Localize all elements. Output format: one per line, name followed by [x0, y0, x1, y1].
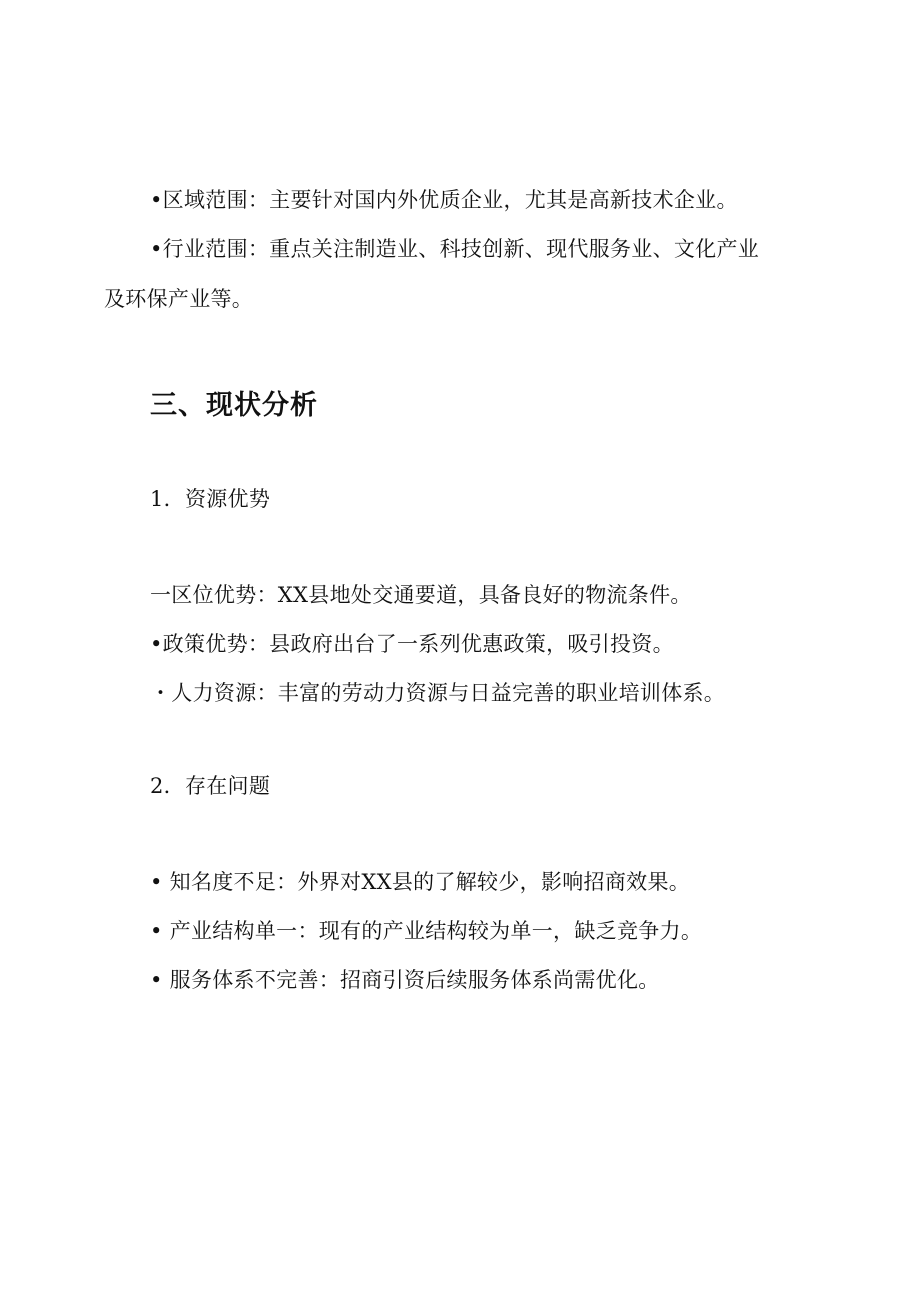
scope-industry-item-line1: •行业范围：重点关注制造业、科技创新、现代服务业、文化产业 — [150, 237, 760, 261]
list-item: 一区位优势：XX县地处交通要道，具备良好的物流条件。 — [150, 583, 692, 607]
scope-industry-item-line2: 及环保产业等。 — [104, 287, 254, 311]
list-item: • 产业结构单一：现有的产业结构较为单一，缺乏竞争力。 — [150, 919, 703, 943]
list-item: • 知名度不足：外界对XX县的了解较少，影响招商效果。 — [150, 870, 691, 894]
list-item: ・人力资源：丰富的劳动力资源与日益完善的职业培训体系。 — [150, 681, 726, 705]
subsection-title-problems: 2．存在问题 — [150, 774, 271, 798]
list-item: • 服务体系不完善：招商引资后续服务体系尚需优化。 — [150, 968, 660, 992]
scope-region-item: •区域范围：主要针对国内外优质企业，尤其是高新技术企业。 — [150, 188, 738, 212]
list-item: •政策优势：县政府出台了一系列优惠政策，吸引投资。 — [150, 632, 674, 656]
subsection-title-resources: 1．资源优势 — [150, 487, 271, 511]
section-heading: 三、现状分析 — [150, 390, 318, 421]
